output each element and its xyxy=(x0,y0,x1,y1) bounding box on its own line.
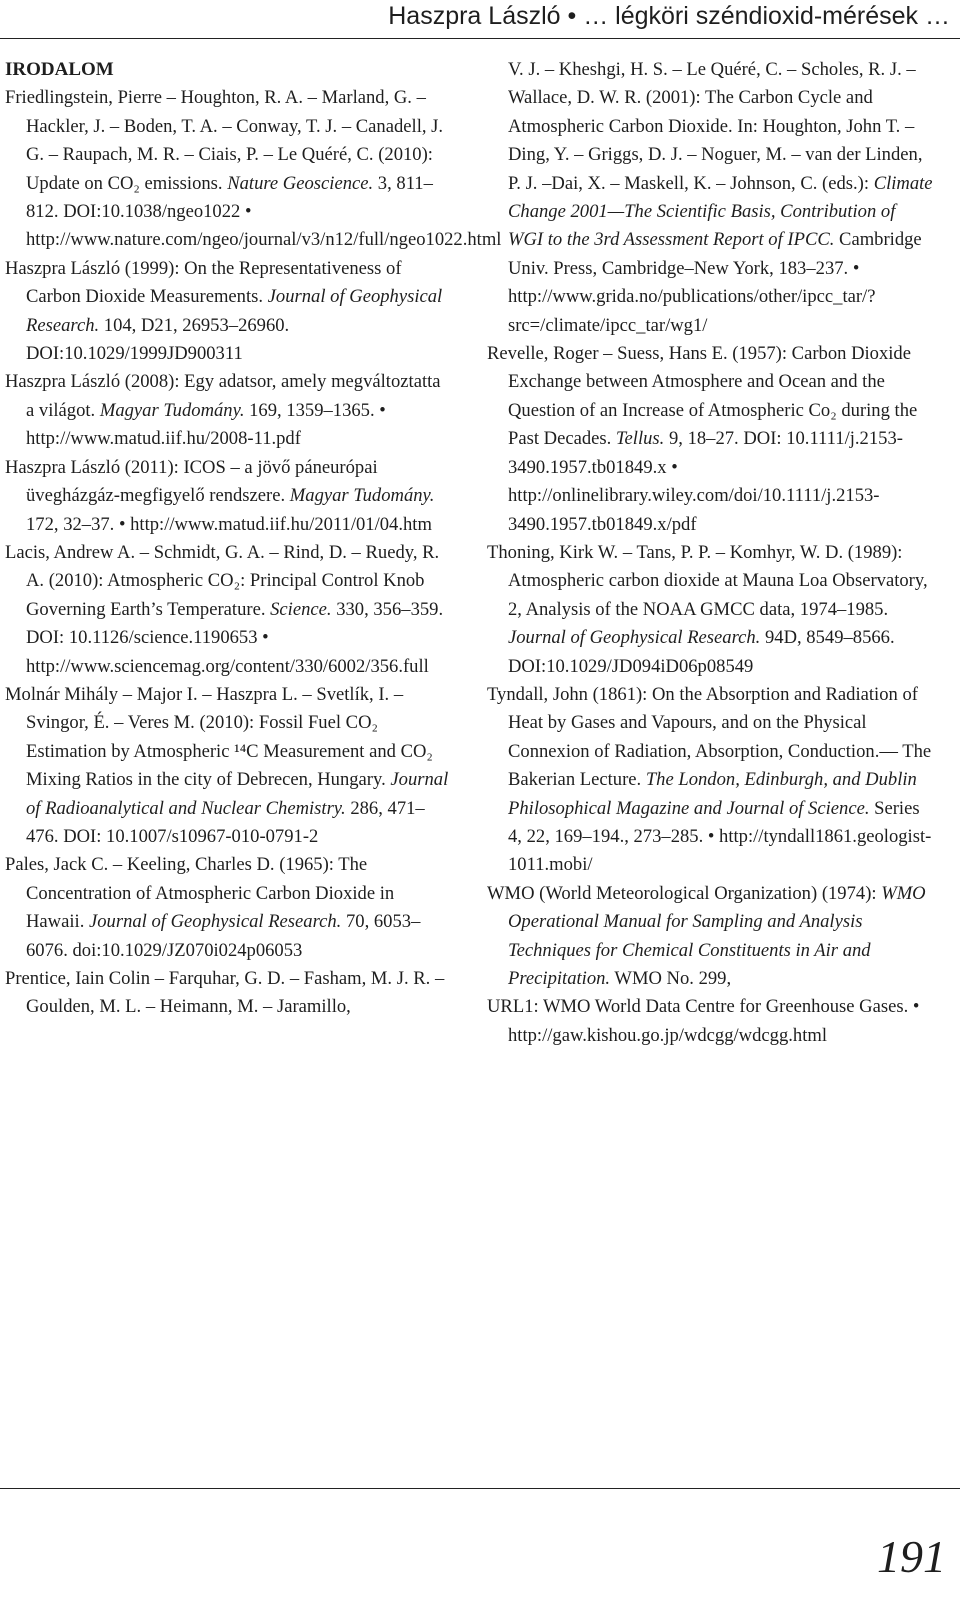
page-number: 191 xyxy=(877,1531,946,1582)
section-title: IRODALOM xyxy=(5,59,114,80)
reference-list-left xyxy=(5,84,502,1021)
reference-details: 9, 18–27. DOI: 10.1111/j.2153-3490.1957.tb01849.x • http://onlinelibrary.wiley.com/doi/10.1111/j.2153-3490.1957.tb01849.x/pdf xyxy=(508,428,903,535)
reference-source-title: Tellus. xyxy=(615,428,665,450)
reference-entry xyxy=(5,965,453,1022)
reference-details: 169, 1359–1365. • http://www.matud.iif.hu/2008-11.pdf xyxy=(26,399,386,450)
reference-entry xyxy=(5,539,453,681)
reference-source-title: Science. xyxy=(270,598,332,620)
reference-source-title: WMO Operational Manual for Sampling and Analysis Techniques for Chemical Constituents in Air and Precipitation. xyxy=(508,882,926,989)
reference-text: Molnár Mihály – Major I. – Haszpra L. – Svetlík, I. – Svingor, É. – Veres M. (2010): Fossil Fuel CO₂ Estimation by Atmospheric ¹⁴C Measurement and CO₂ Mixing Ratios in the city of Debrecen, Hungary. xyxy=(5,683,433,791)
reference-details: 330, 356–359. DOI: 10.1126/science.1190653 • http://www.sciencemag.org/content/330/6002/356.full xyxy=(26,598,444,677)
reference-text: Pales, Jack C. – Keeling, Charles D. (1965): The Concentration of Atmospheric Carbon Dioxide in Hawaii. xyxy=(5,854,395,933)
reference-text: Tyndall, John (1861): On the Absorption and Radiation of Heat by Gases and Vapours, and on the Physical Connexion of Radiation, Absorption, Conduction.— The Bakerian Lecture. xyxy=(487,683,932,791)
reference-details: 104, D21, 26953–26960. DOI:10.1029/1999JD900311 xyxy=(26,314,290,365)
reference-entry xyxy=(5,255,453,369)
reference-source-title: Journal of Radioanalytical and Nuclear Chemistry. xyxy=(26,769,449,819)
reference-details: WMO No. 299, xyxy=(610,968,732,989)
reference-entry xyxy=(487,681,933,880)
reference-source-title: Journal of Geophysical Research. xyxy=(89,911,342,933)
right-column xyxy=(487,56,933,1050)
reference-text: Revelle, Roger – Suess, Hans E. (1957): Carbon Dioxide Exchange between Atmosphere and Ocean and the Question of an Increase of Atmospheric Co₂ during the Past Decades. xyxy=(487,343,918,450)
reference-text: V. J. – Kheshgi, H. S. – Le Quéré, C. – Scholes, R. J. – Wallace, D. W. R. (2001): The Carbon Cycle and Atmospheric Carbon Dioxide. In: Houghton, John T. – Ding, Y. – Griggs, D. J. – Noguer, M. – van der Linden, P. J. –Dai, X. – Maskell, K. – Johnson, C. (eds.): xyxy=(508,59,923,194)
header-rule xyxy=(0,38,960,39)
reference-entry xyxy=(5,681,453,851)
footer-rule xyxy=(0,1488,960,1489)
reference-entry xyxy=(487,56,933,340)
reference-details: 70, 6053–6076. doi:10.1029/JZ070i024p06053 xyxy=(26,911,421,961)
reference-details: 286, 471–476. DOI: 10.1007/s10967-010-0791-2 xyxy=(26,797,425,847)
reference-details: 3, 811–812. DOI:10.1038/ngeo1022 • http://www.nature.com/ngeo/journal/v3/n12/full/ngeo1022.html xyxy=(26,172,502,251)
reference-text: Haszpra László (2011): ICOS – a jövő páneurópai üvegházgáz-megfigyelő rendszere. xyxy=(5,456,378,507)
reference-details: 172, 32–37. • http://www.matud.iif.hu/2011/01/04.htm xyxy=(26,513,432,535)
reference-text: URL1: WMO World Data Centre for Greenhouse Gases. • http://gaw.kishou.go.jp/wdcgg/wdcgg.html xyxy=(487,996,920,1046)
reference-text: Friedlingstein, Pierre – Houghton, R. A. – Marland, G. – Hackler, J. – Boden, T. A. – Conway, T. J. – Canadell, J. G. – Raupach, M. R. – Ciais, P. – Le Quéré, C. (2010): Update on CO₂ emissions. xyxy=(5,87,444,194)
reference-entry xyxy=(487,880,933,994)
left-column xyxy=(5,56,502,1022)
reference-source-title: Magyar Tudomány. xyxy=(289,485,435,507)
reference-text: Lacis, Andrew A. – Schmidt, G. A. – Rind, D. – Ruedy, R. A. (2010): Atmospheric CO₂: Principal Control Knob Governing Earth’s Temperature. xyxy=(5,541,440,620)
reference-entry xyxy=(487,539,933,681)
reference-source-title: Journal of Geophysical Research. xyxy=(26,286,443,336)
reference-entry xyxy=(5,454,453,539)
reference-details: Series 4, 22, 169–194., 273–285. • http://tyndall1861.geologist-1011.mobi/ xyxy=(508,797,932,876)
reference-details: Cambridge Univ. Press, Cambridge–New York, 183–237. • http://www.grida.no/publications/other/ipcc_tar/?src=/climate/ipcc_tar/wg1/ xyxy=(508,229,922,336)
reference-text: Prentice, Iain Colin – Farquhar, G. D. – Fasham, M. J. R. – Goulden, M. L. – Heimann, M. – Jaramillo, xyxy=(5,968,445,1018)
reference-text: Haszpra László (1999): On the Representativeness of Carbon Dioxide Measurements. xyxy=(5,257,402,308)
reference-entry xyxy=(5,851,453,965)
reference-entry xyxy=(5,368,453,453)
reference-text: Thoning, Kirk W. – Tans, P. P. – Komhyr, W. D. (1989): Atmospheric carbon dioxide at Mauna Loa Observatory, 2, Analysis of the NOAA GMCC data, 1974–1985. xyxy=(487,541,928,620)
reference-entry xyxy=(487,340,933,539)
reference-text: Haszpra László (2008): Egy adatsor, amely megváltoztatta a világot. xyxy=(5,371,441,421)
reference-source-title: Climate Change 2001—The Scientific Basis, Contribution of WGI to the 3rd Assessment Report of IPCC. xyxy=(508,172,933,251)
reference-details: 94D, 8549–8566. DOI:10.1029/JD094iD06p08549 xyxy=(508,627,895,677)
reference-source-title: Magyar Tudomány. xyxy=(99,399,245,421)
reference-list-right xyxy=(487,56,933,1050)
reference-entry xyxy=(487,993,933,1050)
reference-source-title: The London, Edinburgh, and Dublin Philosophical Magazine and Journal of Science. xyxy=(508,769,917,819)
reference-source-title: Journal of Geophysical Research. xyxy=(508,627,761,649)
reference-entry xyxy=(5,84,502,254)
reference-text: WMO (World Meteorological Organization) (1974): xyxy=(487,882,882,904)
reference-source-title: Nature Geoscience. xyxy=(227,172,374,194)
running-head: Haszpra László • … légköri széndioxid-mérések … xyxy=(388,2,950,30)
